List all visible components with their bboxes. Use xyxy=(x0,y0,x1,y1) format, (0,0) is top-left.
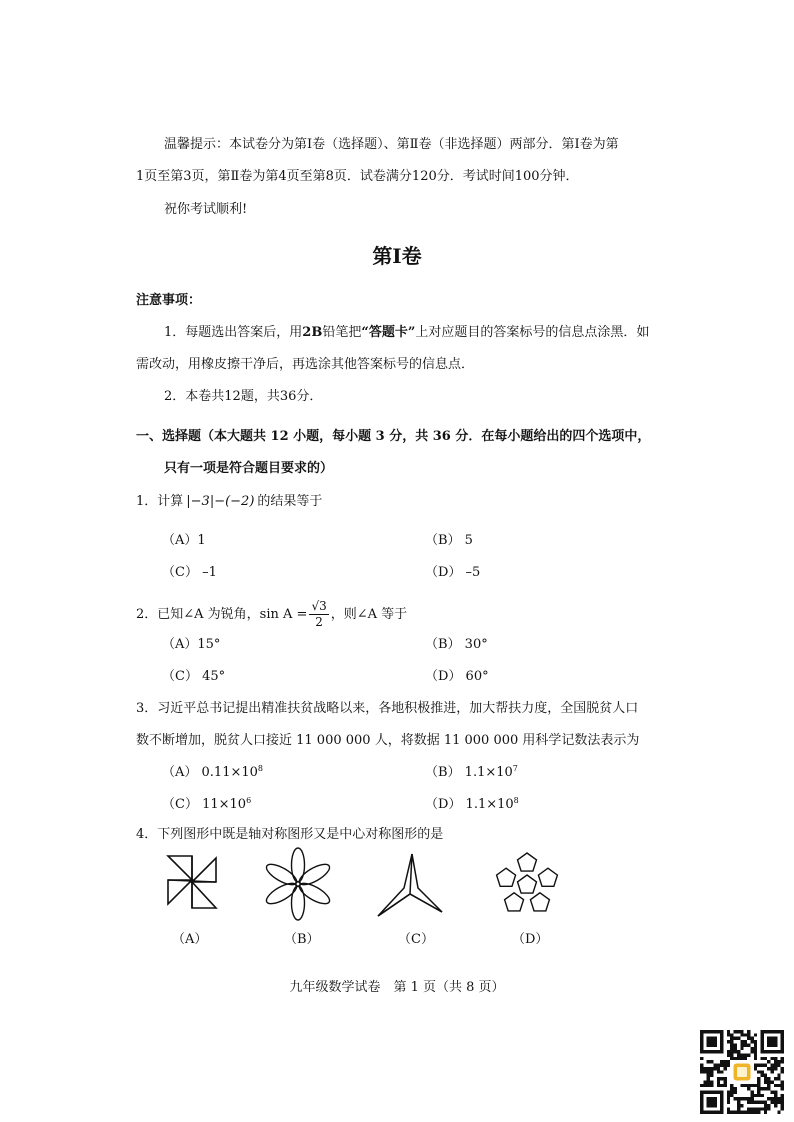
question-3-line-2: 数不断增加，脱贫人口接近 11 000 000 人，将数据 11 000 000 用科学记数法表示为 xyxy=(136,733,640,748)
q3-option-d xyxy=(425,796,519,814)
q2-fraction xyxy=(309,599,328,630)
notice-item-1-line-2: 需改动，用橡皮擦干净后，再选涂其他答案标号的信息点． xyxy=(136,357,475,372)
figure-label-a: （A） xyxy=(172,932,208,947)
notice-heading: 注意事项： xyxy=(136,293,202,308)
pentagon-ring-figure xyxy=(494,850,560,920)
q3-option-b-exponent: 7 xyxy=(512,764,518,773)
question-3-line-1: 3．习近平总书记提出精准扶贫战略以来，各地积极推进，加大帮扶力度，全国脱贫人口 xyxy=(136,701,639,716)
page-footer: 九年级数学试卷 第 1 页（共 8 页） xyxy=(289,980,505,995)
q3-option-b xyxy=(425,764,518,782)
flower-figure xyxy=(264,846,332,922)
q2-fraction-numerator: √3 xyxy=(311,599,327,613)
q3-option-c-exponent: 6 xyxy=(246,796,252,805)
q3-option-d-text: （D） 1.1×10 xyxy=(425,797,514,812)
notice-item-1 xyxy=(164,324,649,342)
notice-item-1-c: 铅笔把 xyxy=(322,325,362,340)
notice-item-1-b: 2B xyxy=(302,325,323,340)
question-4: 4．下列图形中既是轴对称图形又是中心对称图形的是 xyxy=(136,827,444,842)
tips-line-1: 温馨提示：本试卷分为第Ⅰ卷（选择题）、第Ⅱ卷（非选择题）两部分．第Ⅰ卷为第 xyxy=(164,137,619,152)
q3-option-b-text: （B） 1.1×10 xyxy=(425,765,513,780)
q2-suffix: ，则∠A 等于 xyxy=(330,607,408,622)
q1-option-b: （B） 5 xyxy=(425,533,473,548)
part1-heading-line-2: 只有一项是符合题目要求的） xyxy=(164,461,334,476)
question-1 xyxy=(136,493,322,511)
q3-option-a xyxy=(162,764,263,782)
q2-option-b: （B） 30° xyxy=(425,637,488,652)
q3-option-c-text: （C） 11×10 xyxy=(162,797,247,812)
q1-suffix: 的结果等于 xyxy=(257,494,323,509)
pinwheel-figure xyxy=(166,852,218,912)
q1-option-a: （A）1 xyxy=(162,533,206,548)
figure-label-c: （C） xyxy=(398,932,434,947)
part1-heading-line-1: 一、选择题（本大题共 12 小题，每小题 3 分，共 36 分．在每小题给出的四个选项中， xyxy=(136,429,651,444)
q3-option-d-exponent: 8 xyxy=(513,796,519,805)
q1-prefix: 1．计算 xyxy=(136,494,184,509)
question-2 xyxy=(136,598,407,632)
figure-label-b: （B） xyxy=(284,932,320,947)
notice-item-1-a: 1．每题选出答案后，用 xyxy=(164,325,303,340)
q1-option-d: （D） –5 xyxy=(425,565,481,580)
qr-code-icon xyxy=(700,1030,784,1114)
tips-line-2: 1页至第3页，第Ⅱ卷为第4页至第8页．试卷满分120分．考试时间100分钟． xyxy=(136,169,579,184)
q1-option-c: （C） –1 xyxy=(162,565,217,580)
figure-label-d: （D） xyxy=(512,932,549,947)
q2-fraction-denominator: 2 xyxy=(315,615,323,629)
q3-option-c xyxy=(162,796,251,814)
q2-prefix: 2．已知∠A 为锐角，sin A = xyxy=(136,607,308,622)
notice-item-2: 2．本卷共12题，共36分． xyxy=(164,389,323,404)
q3-option-a-exponent: 8 xyxy=(257,764,263,773)
notice-item-1-d: “答题卡” xyxy=(361,325,416,340)
section-title: 第Ⅰ卷 xyxy=(372,244,422,268)
q2-option-a: （A）15° xyxy=(162,637,221,652)
tristar-figure xyxy=(374,852,446,918)
q2-option-c: （C） 45° xyxy=(162,669,226,684)
q3-option-a-text: （A） 0.11×10 xyxy=(162,765,258,780)
tips-wish: 祝你考试顺利! xyxy=(164,202,248,217)
notice-item-1-e: 上对应题目的答案标号的信息点涂黑．如 xyxy=(415,325,650,340)
q1-expression: |−3|−(−2) xyxy=(186,494,255,509)
q2-option-d: （D） 60° xyxy=(425,669,489,684)
